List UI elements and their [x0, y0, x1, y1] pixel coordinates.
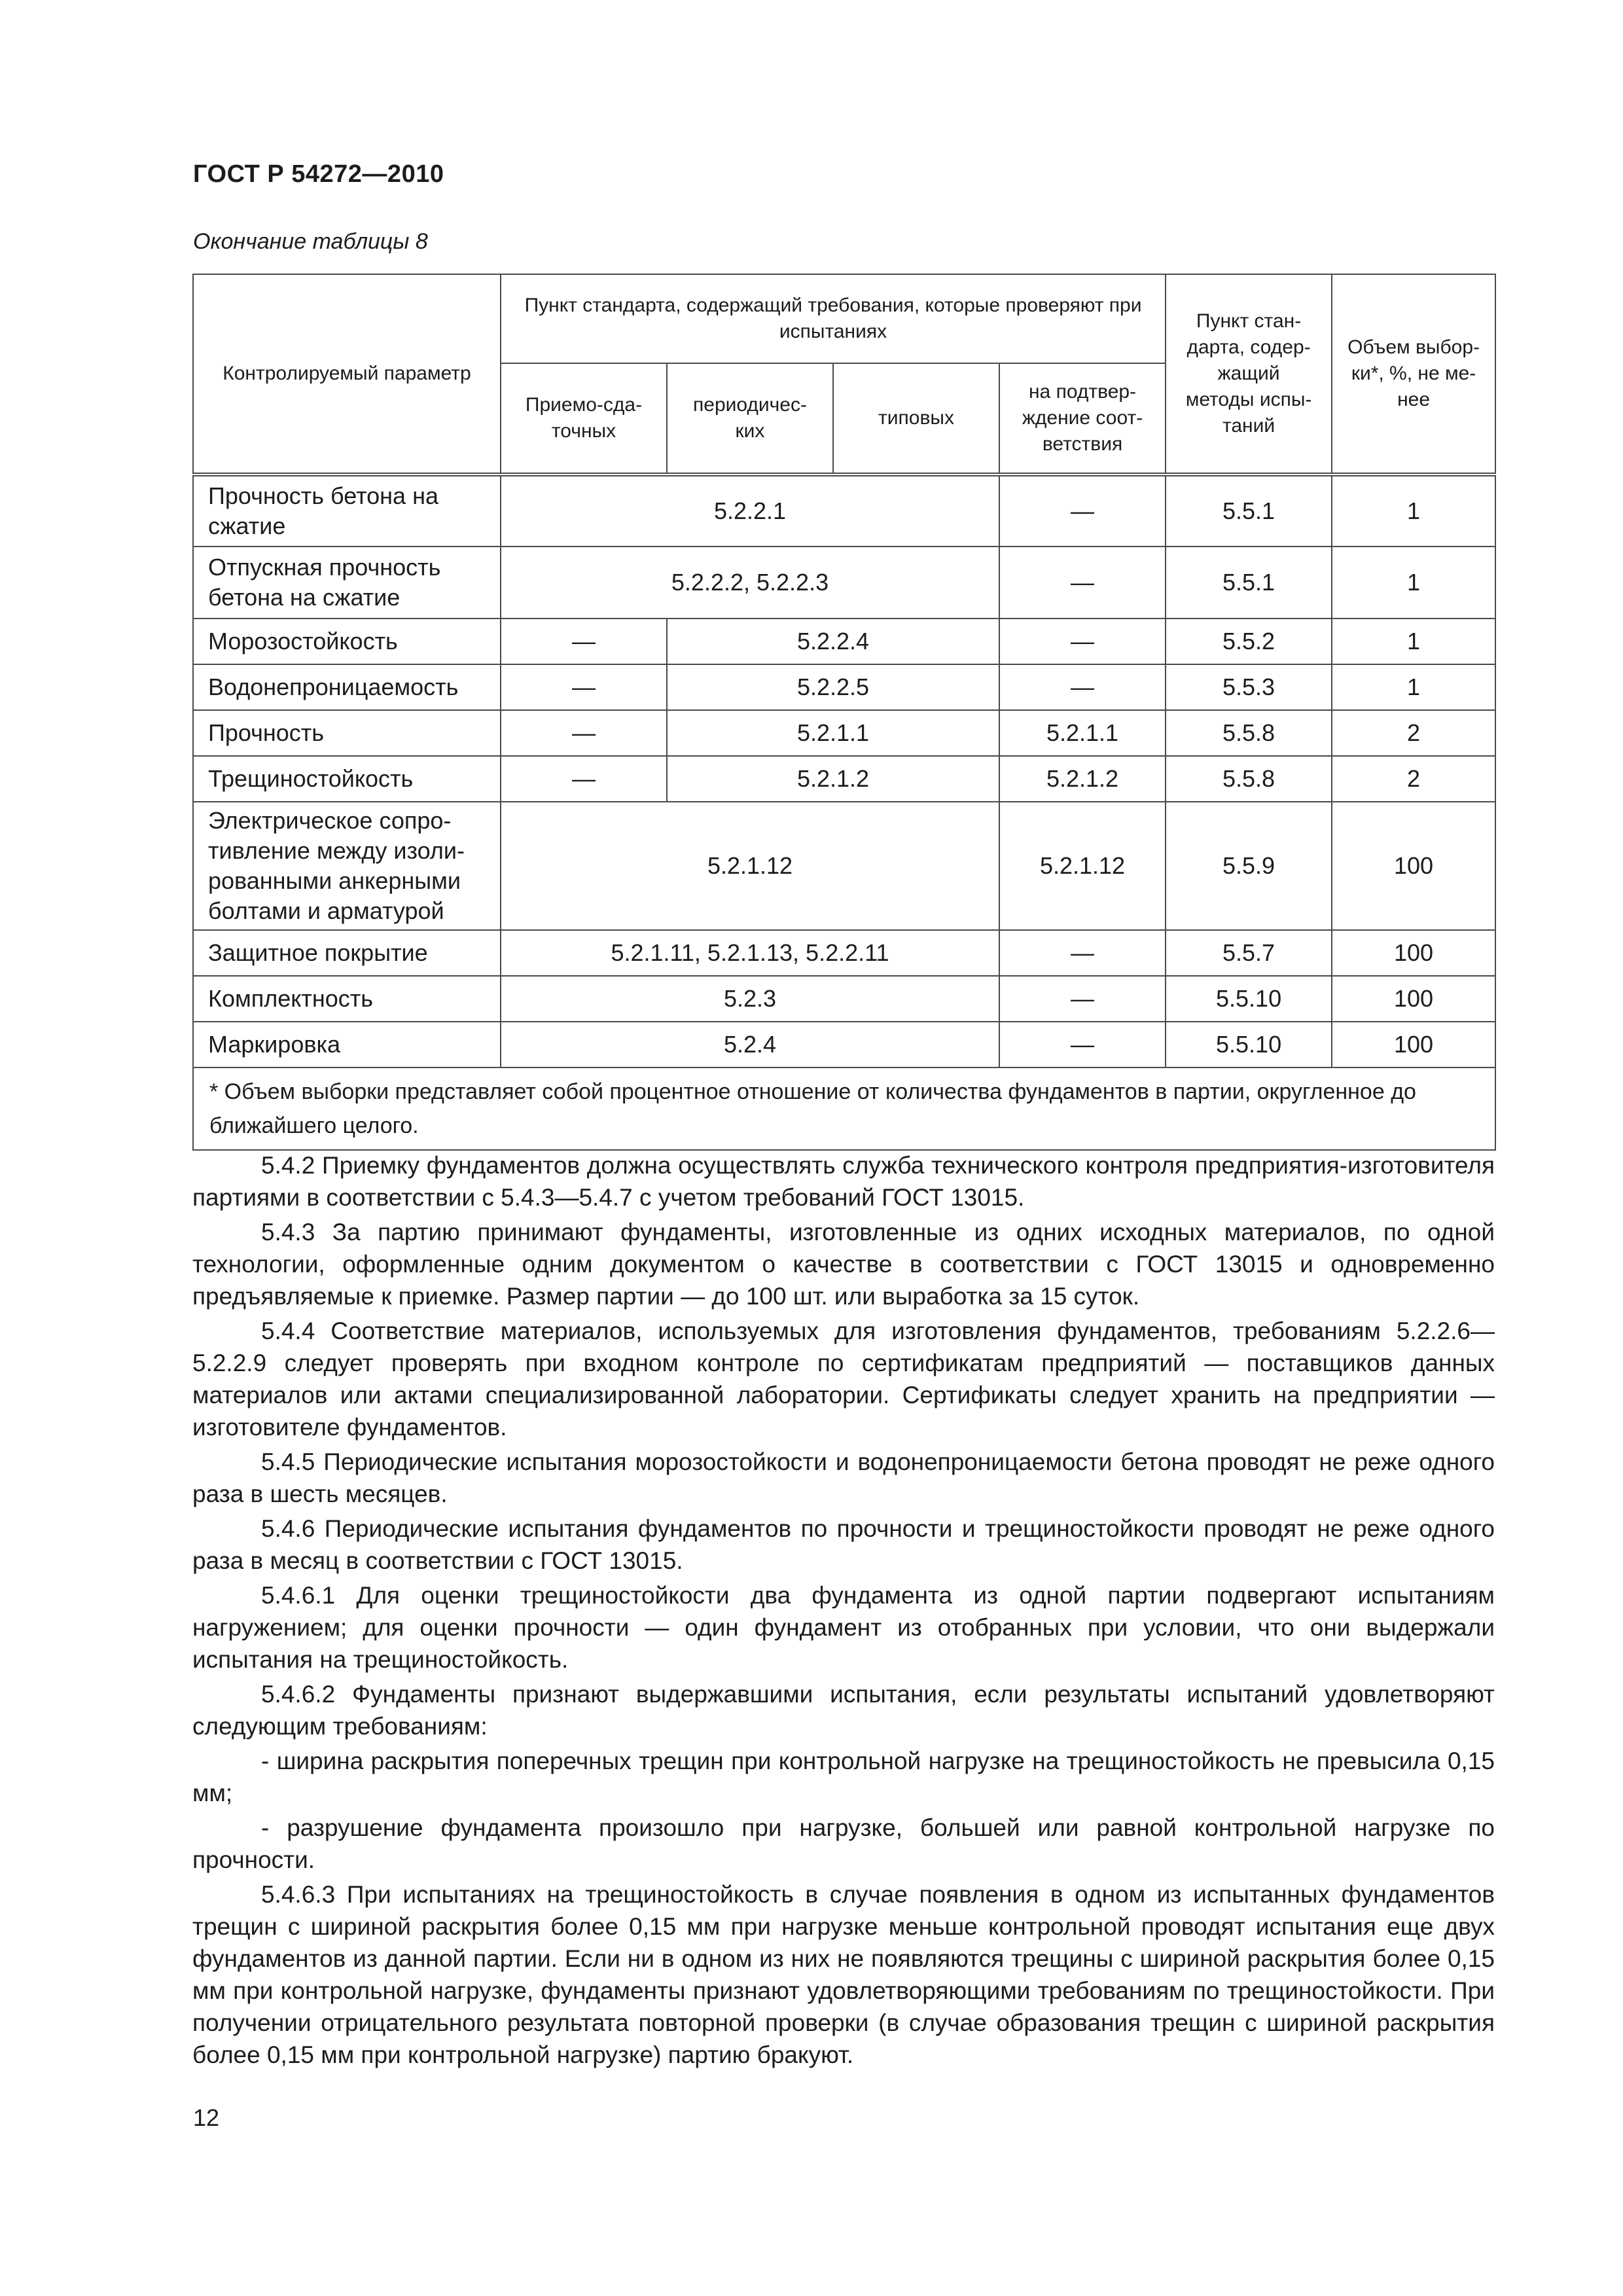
cell-method: 5.5.10	[1166, 1022, 1332, 1067]
cell-param: Водонепроницаемость	[193, 664, 501, 710]
cell-method: 5.5.9	[1166, 802, 1332, 930]
cell-requirements: 5.2.1.1	[667, 710, 999, 756]
cell-acceptance: —	[501, 664, 667, 710]
col-header-group: Пункт стандарта, содержащий требования, которые проверяют при испытаниях	[501, 274, 1166, 363]
cell-sample: 100	[1332, 930, 1495, 976]
list-item-crack-width: - ширина раскрытия поперечных трещин при контрольной нагрузке на трещиностойкость не превысила 0,15 мм;	[192, 1748, 1495, 1806]
page-number: 12	[193, 2104, 220, 2131]
table-row	[193, 1022, 1495, 1067]
paragraph-5-4-3: 5.4.3 За партию принимают фундаменты, изготовленные из одних исходных материалов, по одной технологии, оформленные одним документом о качестве в соответствии с ГОСТ 13015 и одновременно предъявляемые к приемке. Размер партии — до 100 шт. или выработка за 15 суток.	[192, 1219, 1495, 1310]
cell-conformity: —	[999, 1022, 1166, 1067]
cell-requirements: 5.2.3	[501, 976, 999, 1022]
cell-param: Маркировка	[193, 1022, 501, 1067]
col-header-acceptance: Приемо-сда- точных	[501, 363, 667, 475]
cell-method: 5.5.3	[1166, 664, 1332, 710]
table-row	[193, 756, 1495, 802]
cell-sample: 1	[1332, 664, 1495, 710]
cell-requirements: 5.2.2.2, 5.2.2.3	[501, 547, 999, 619]
list-item-failure-load: - разрушение фундамента произошло при нагрузке, большей или равной контрольной нагрузке по прочности.	[192, 1814, 1495, 1873]
cell-requirements: 5.2.2.1	[501, 475, 999, 547]
table-row	[193, 976, 1495, 1022]
table-row	[193, 664, 1495, 710]
paragraph-5-4-6-1: 5.4.6.1 Для оценки трещиностойкости два фундамента из одной партии подвергают испытаниям нагружением; для оценки прочности — один фундамент из отобранных при условии, что они выдержали испытания на трещиностойкость.	[192, 1582, 1495, 1673]
cell-method: 5.5.8	[1166, 756, 1332, 802]
cell-param: Отпускная прочность бетона на сжатие	[193, 547, 501, 619]
requirements-table	[192, 274, 1496, 1151]
cell-conformity: 5.2.1.2	[999, 756, 1166, 802]
cell-conformity: —	[999, 475, 1166, 547]
cell-param: Морозостойкость	[193, 619, 501, 664]
cell-requirements: 5.2.2.5	[667, 664, 999, 710]
cell-sample: 1	[1332, 475, 1495, 547]
cell-conformity: —	[999, 930, 1166, 976]
paragraph-5-4-2: 5.4.2 Приемку фундаментов должна осуществлять служба технического контроля предприятия-изготовителя партиями в соответствии с 5.4.3—5.4.7 с учетом требований ГОСТ 13015.	[192, 1152, 1495, 1211]
cell-method: 5.5.7	[1166, 930, 1332, 976]
col-header-sample: Объем выбор- ки*, %, не ме- нее	[1332, 274, 1495, 475]
col-header-param: Контролируемый параметр	[193, 274, 501, 475]
paragraph-5-4-4: 5.4.4 Соответствие материалов, используемых для изготовления фундаментов, требованиям 5.2.2.6—5.2.2.9 следует проверять при входном контроле по сертификатам предприятий — поставщиков данных материалов или актами специализированной лаборатории. Сертификаты следует хранить на предприятии — изготовителе фундаментов.	[192, 1318, 1495, 1441]
cell-param: Защитное покрытие	[193, 930, 501, 976]
table-row	[193, 802, 1495, 930]
cell-method: 5.5.8	[1166, 710, 1332, 756]
cell-param: Прочность	[193, 710, 501, 756]
cell-acceptance: —	[501, 619, 667, 664]
col-header-periodic: периодичес- ких	[667, 363, 833, 475]
table-row	[193, 930, 1495, 976]
cell-requirements: 5.2.1.2	[667, 756, 999, 802]
cell-requirements: 5.2.4	[501, 1022, 999, 1067]
cell-method: 5.5.2	[1166, 619, 1332, 664]
cell-param: Прочность бетона на сжатие	[193, 475, 501, 547]
cell-conformity: —	[999, 619, 1166, 664]
cell-method: 5.5.1	[1166, 475, 1332, 547]
paragraph-5-4-5: 5.4.5 Периодические испытания морозостойкости и водонепроницаемости бетона проводят не реже одного раза в шесть месяцев.	[192, 1448, 1495, 1507]
cell-sample: 1	[1332, 547, 1495, 619]
paragraph-5-4-6: 5.4.6 Периодические испытания фундаментов по прочности и трещиностойкости проводят не реже одного раза в месяц в соответствии с ГОСТ 13015.	[192, 1515, 1495, 1574]
cell-acceptance: —	[501, 710, 667, 756]
table-row	[193, 475, 1495, 547]
cell-requirements: 5.2.1.12	[501, 802, 999, 930]
cell-requirements: 5.2.2.4	[667, 619, 999, 664]
cell-method: 5.5.10	[1166, 976, 1332, 1022]
cell-method: 5.5.1	[1166, 547, 1332, 619]
cell-sample: 100	[1332, 976, 1495, 1022]
cell-conformity: 5.2.1.1	[999, 710, 1166, 756]
paragraph-5-4-6-2: 5.4.6.2 Фундаменты признают выдержавшими испытания, если результаты испытаний удовлетворяют следующим требованиям:	[192, 1681, 1495, 1740]
cell-conformity: —	[999, 664, 1166, 710]
table-row	[193, 619, 1495, 664]
document-header: ГОСТ Р 54272—2010	[193, 160, 444, 188]
paragraph-5-4-6-3: 5.4.6.3 При испытаниях на трещиностойкость в случае появления в одном из испытанных фундаментов трещин с шириной раскрытия более 0,15 мм при нагрузке меньше контрольной проводят испытания еще двух фундаментов из данной партии. Если ни в одном из них не появляются трещины с шириной раскрытия более 0,15 мм при контрольной нагрузке, фундаменты признают удовлетворяющими требованиям по трещиностойкости. При получении отрицательного результата повторной проверки (в случае образования трещин с шириной раскрытия более 0,15 мм при контрольной нагрузке) партию бракуют.	[192, 1881, 1495, 2068]
table-caption: Окончание таблицы 8	[193, 229, 428, 254]
col-header-conformity: на подтвер- ждение соот- ветствия	[999, 363, 1166, 475]
cell-conformity: —	[999, 976, 1166, 1022]
cell-param: Трещиностойкость	[193, 756, 501, 802]
cell-param: Комплектность	[193, 976, 501, 1022]
cell-requirements: 5.2.1.11, 5.2.1.13, 5.2.2.11	[501, 930, 999, 976]
col-header-type: типовых	[833, 363, 999, 475]
col-header-method: Пункт стан- дарта, содер- жащий методы испы- таний	[1166, 274, 1332, 475]
body-text	[192, 1149, 1495, 2071]
cell-conformity: —	[999, 547, 1166, 619]
table-row	[193, 547, 1495, 619]
table-footnote: * Объем выборки представляет собой процентное отношение от количества фундаментов в партии, округленное до ближайшего целого.	[193, 1067, 1495, 1150]
table-row	[193, 710, 1495, 756]
cell-sample: 2	[1332, 756, 1495, 802]
cell-sample: 2	[1332, 710, 1495, 756]
cell-acceptance: —	[501, 756, 667, 802]
cell-sample: 100	[1332, 802, 1495, 930]
cell-sample: 100	[1332, 1022, 1495, 1067]
cell-param: Электрическое сопро- тивление между изоли- рованными анкерными болтами и арматурой	[193, 802, 501, 930]
cell-conformity: 5.2.1.12	[999, 802, 1166, 930]
cell-sample: 1	[1332, 619, 1495, 664]
